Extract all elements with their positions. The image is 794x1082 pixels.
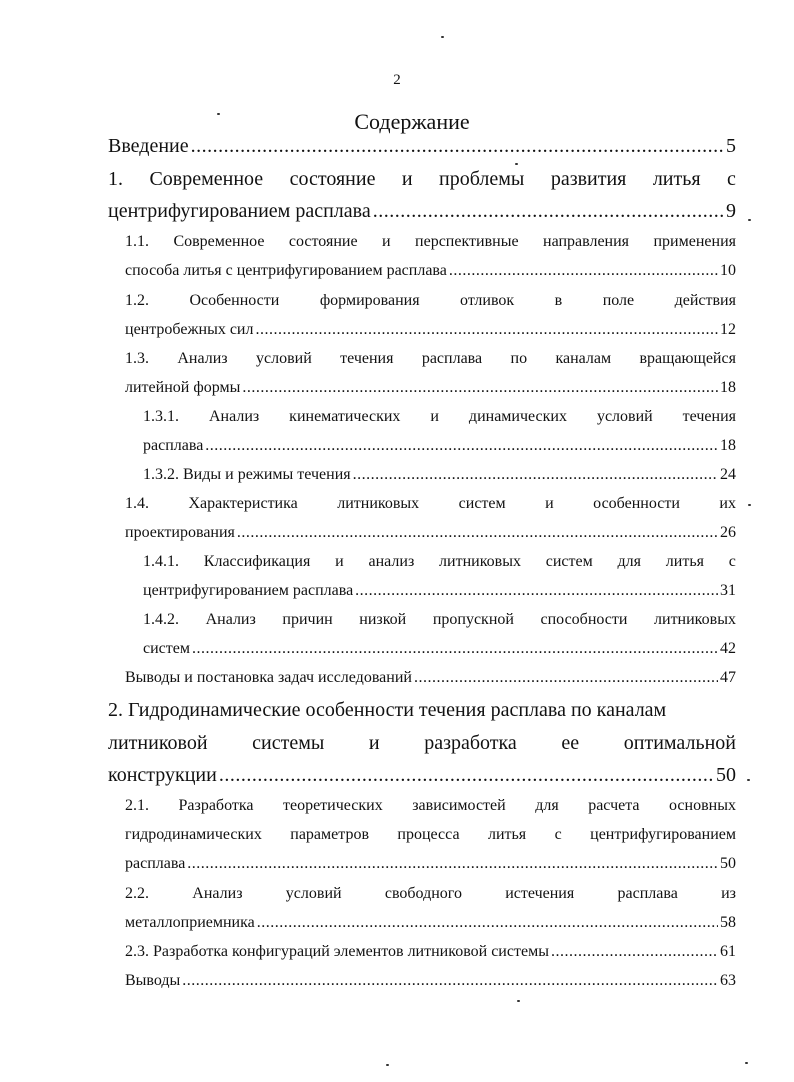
toc-entry[interactable]: [143, 466, 736, 484]
toc-text: теоретических: [282, 797, 383, 814]
toc-text: развития: [550, 168, 627, 190]
toc-text: гидродинамических: [125, 826, 262, 843]
toc-entry[interactable]: [125, 321, 736, 339]
toc-text: динамических: [468, 408, 567, 425]
toc-text: из: [721, 885, 736, 902]
toc-text: условий: [285, 885, 342, 902]
toc-text: и: [401, 168, 413, 190]
dot-leader: [219, 764, 714, 787]
toc-text: металлоприемника: [125, 914, 255, 931]
toc-line: [125, 826, 736, 844]
dot-leader: [551, 943, 718, 961]
toc-text: систем: [143, 640, 190, 657]
dot-leader: [414, 669, 718, 687]
toc-line: [125, 233, 736, 251]
toc-line: [125, 292, 736, 310]
toc-entry[interactable]: [143, 640, 736, 658]
toc-text: Характеристика: [188, 495, 298, 512]
toc-text: поле: [602, 292, 635, 309]
toc-page-number: 42: [720, 640, 736, 657]
toc-page-number: 12: [720, 321, 736, 338]
toc-text: расчета: [588, 797, 640, 814]
toc-text: конструкции: [108, 764, 217, 786]
scan-speck: [748, 219, 751, 221]
dot-leader: [192, 640, 718, 658]
toc-text: способа литья с центрифугированием расплава: [125, 262, 447, 279]
toc-page-number: 47: [720, 669, 736, 686]
toc-text: в: [554, 292, 563, 309]
toc-page-number: 18: [720, 437, 736, 454]
toc-text: 1.3.: [125, 350, 149, 367]
toc-entry[interactable]: [108, 200, 736, 223]
toc-text: проектирования: [125, 524, 235, 541]
toc-text: низкой: [359, 611, 407, 628]
toc-entry[interactable]: [125, 524, 736, 542]
toc-text: и: [545, 495, 554, 512]
toc-text: условий: [596, 408, 653, 425]
toc-text: Современное: [149, 168, 264, 190]
toc-text: системы: [252, 732, 325, 754]
toc-line: [143, 553, 736, 571]
toc-text: причин: [282, 611, 333, 628]
toc-text: Анализ: [205, 611, 256, 628]
dot-leader: [373, 200, 724, 223]
toc-entry[interactable]: [108, 764, 736, 787]
toc-text: течения: [340, 350, 394, 367]
toc-text: центробежных сил: [125, 321, 254, 338]
toc-text: расплава: [617, 885, 678, 902]
toc-text: условий: [255, 350, 312, 367]
dot-leader: [187, 855, 718, 873]
dot-leader: [255, 321, 718, 339]
toc-text: проблемы: [439, 168, 525, 190]
toc-text: 2.3. Разработка конфигураций элементов литниковой системы: [125, 943, 549, 960]
toc-text: литниковых: [439, 553, 521, 570]
toc-entry[interactable]: [108, 135, 736, 158]
toc-entry[interactable]: [143, 582, 736, 600]
page-title: Содержание: [354, 109, 470, 134]
toc-text: Анализ: [177, 350, 228, 367]
toc-text: основных: [669, 797, 736, 814]
toc-text: 1.4.2.: [143, 611, 179, 628]
toc-page-number: 26: [720, 524, 736, 541]
toc-line: [125, 797, 736, 815]
toc-entry[interactable]: [125, 262, 736, 280]
toc-text: и: [335, 553, 344, 570]
toc-text: способности: [540, 611, 628, 628]
toc-line: [143, 611, 736, 629]
toc-line: [108, 732, 736, 755]
dot-leader: [191, 135, 724, 158]
toc-text: расплава: [125, 855, 186, 872]
toc-entry[interactable]: [125, 379, 736, 397]
toc-page-number: 63: [720, 972, 736, 989]
dot-leader: [257, 914, 718, 932]
toc-text: Разработка: [178, 797, 254, 814]
dot-leader: [449, 262, 718, 280]
scan-speck: [747, 779, 750, 781]
toc-text: свободного: [384, 885, 462, 902]
dot-leader: [205, 437, 718, 455]
toc-entry[interactable]: [125, 855, 736, 873]
toc-text: отливок: [460, 292, 515, 309]
toc-text: 2.1.: [125, 797, 149, 814]
scan-speck: [517, 1000, 520, 1002]
scan-speck: [441, 36, 444, 38]
toc-text: каналам: [555, 350, 612, 367]
toc-text: 2.2.: [125, 885, 149, 902]
toc-text: расплава: [143, 437, 204, 454]
toc-page-number: 18: [720, 379, 736, 396]
toc-text: литья: [665, 553, 704, 570]
toc-text: процесса: [397, 826, 460, 843]
toc-text: пропускной: [432, 611, 514, 628]
toc-text: литниковой: [108, 732, 208, 754]
toc-text: Классификация: [203, 553, 311, 570]
toc-text: Выводы и постановка задач исследований: [125, 669, 412, 686]
toc-text: разработка: [424, 732, 517, 754]
dot-leader: [242, 379, 718, 397]
toc-text: 1.3.2. Виды и режимы течения: [143, 466, 351, 483]
toc-text: действия: [674, 292, 736, 309]
toc-line: [125, 885, 736, 903]
toc-text: 1.1.: [125, 233, 149, 250]
toc-text: систем: [545, 553, 593, 570]
toc-text: состояние: [289, 168, 376, 190]
toc-text: оптимальной: [623, 732, 736, 754]
toc-text: систем: [458, 495, 506, 512]
toc-text: ее: [561, 732, 580, 754]
toc-line: [125, 495, 736, 513]
toc-text: кинематических: [289, 408, 401, 425]
toc-text: центрифугированием: [590, 826, 736, 843]
toc-text: Современное: [173, 233, 265, 250]
dot-leader: [353, 466, 718, 484]
scan-speck: [748, 504, 751, 506]
toc-text: 1.3.1.: [143, 408, 179, 425]
toc-page-number: 50: [720, 855, 736, 872]
toc-text: состояние: [288, 233, 358, 250]
scan-speck: [515, 163, 518, 165]
toc-text: 1.4.1.: [143, 553, 179, 570]
toc-page-number: 9: [726, 200, 736, 222]
toc-text: расплава: [421, 350, 483, 367]
toc-text: вращающейся: [639, 350, 736, 367]
toc-page-number: 58: [720, 914, 736, 931]
toc-text: параметров: [290, 826, 369, 843]
toc-text: с: [728, 553, 736, 570]
toc-line: [143, 408, 736, 426]
toc-text: литниковых: [337, 495, 420, 512]
toc-text: и: [430, 408, 439, 425]
dot-leader: [237, 524, 718, 542]
toc-text: особенности: [593, 495, 680, 512]
toc-page-number: 31: [720, 582, 736, 599]
toc-text: течения: [682, 408, 736, 425]
toc-text: литья: [652, 168, 701, 190]
toc-entry[interactable]: [143, 437, 736, 455]
toc-text: применения: [653, 233, 736, 250]
toc-text: с: [727, 168, 736, 190]
page-number: 2: [393, 72, 401, 88]
toc-page-number: 5: [726, 135, 736, 157]
toc-page-number: 50: [716, 764, 736, 786]
toc-text: 1.2.: [125, 292, 149, 309]
scan-speck: [386, 1064, 389, 1066]
dot-leader: [182, 972, 718, 990]
toc-line: [125, 350, 736, 368]
toc-line: [108, 699, 736, 722]
toc-text: Введение: [108, 135, 189, 157]
toc-text: их: [719, 495, 736, 512]
toc-entry[interactable]: [125, 914, 736, 932]
toc-text: центрифугированием расплава: [143, 582, 354, 599]
scan-speck: [217, 113, 220, 115]
dot-leader: [355, 582, 718, 600]
toc-text: перспективные: [415, 233, 519, 250]
toc-text: для: [617, 553, 642, 570]
toc-text: анализ: [368, 553, 415, 570]
toc-line: [108, 168, 736, 191]
toc-text: литейной формы: [125, 379, 241, 396]
scan-speck: [745, 1062, 748, 1064]
toc-text: 1.4.: [125, 495, 149, 512]
toc-text: Особенности: [189, 292, 280, 309]
toc-text: и: [368, 732, 380, 754]
toc-text: с: [554, 826, 562, 843]
toc-page-number: 10: [720, 262, 736, 279]
toc-page-number: 61: [720, 943, 736, 960]
toc-text: по: [510, 350, 528, 367]
toc-entry[interactable]: [125, 943, 736, 961]
toc-text: формирования: [319, 292, 420, 309]
toc-text: и: [382, 233, 391, 250]
toc-text: 2. Гидродинамические особенности течения расплава по каналам: [108, 699, 667, 721]
toc-text: литниковых: [654, 611, 736, 628]
toc-text: зависимостей: [412, 797, 506, 814]
toc-text: Выводы: [125, 972, 181, 989]
toc-text: литья: [487, 826, 527, 843]
toc-entry[interactable]: [125, 972, 736, 990]
toc-text: для: [535, 797, 559, 814]
toc-text: центрифугированием расплава: [108, 200, 371, 222]
toc-text: направления: [543, 233, 630, 250]
toc-text: истечения: [505, 885, 575, 902]
toc-entry[interactable]: [125, 669, 736, 687]
toc-page-number: 24: [720, 466, 736, 483]
toc-text: 1.: [108, 168, 123, 190]
toc-text: Анализ: [192, 885, 243, 902]
toc-text: Анализ: [208, 408, 260, 425]
